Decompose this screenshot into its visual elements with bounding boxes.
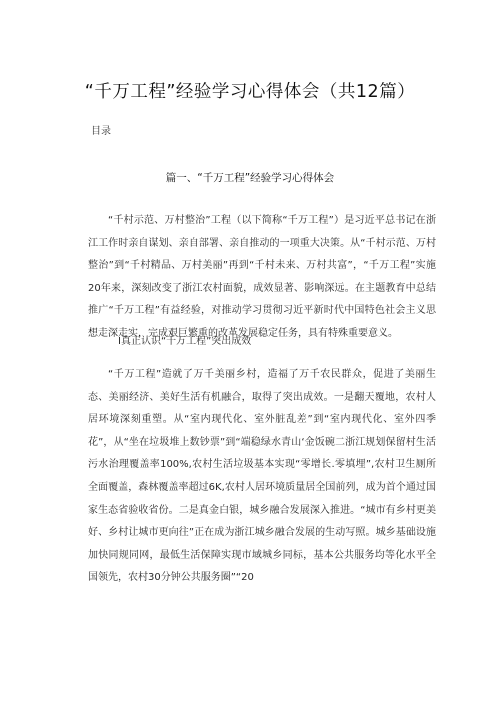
section-title: 篇一、“千万工程”经验学习心得体会 xyxy=(165,172,335,184)
table-of-contents-label: 目录 xyxy=(91,126,111,137)
subheading: I真正认识“千万工程”突出成效 xyxy=(118,336,252,347)
paragraph-intro: “千村示范、万村整治”工程（以下简称“千万工程”）是习近平总书记在浙江工作时亲自谋划、亲自部署、亲自推动的一项重大决策。从“千村示范、万村整治”到“千村精品、万村美丽”再到“千村未来、万村共富”，“千万工程”实施20年来，深刻改变了浙江农村面貌，成效显著、影响深远。在主题教育中总结推广“千万工程”有益经验，对推动学习贯彻习近平新时代中国特色社会主义思想走深走实，完成艰巨繁重的改革发展稳定任务，具有特殊重要意义。 xyxy=(88,215,436,339)
paragraph-achievements: “千万工程”造就了万千美丽乡村，造福了万千农民群众，促进了美丽生态、美丽经济、美好生活有机融合，取得了突出成效。一是翻天覆地，农村人居环境深刻重塑。从“室内现代化、室外脏乱差”到“室内现代化、室外四季花”，从“坐在垃圾堆上数钞票”到“端稳绿水青山‘金饭碗二浙江规划保留村生活污水治理覆盖率100%,农村生活垃圾基本实现“零增长.零填埋”,农村卫生厕所全面覆盖，森林覆盖率超过6K,农村人居环境质量居全国前列，成为首个通过国家生态省验收省份。二是真金白银，城乡融合发展深入推进。“城市有乡村更美好、乡村让城市更向往”正在成为浙江城乡融合发展的生动写照。城乡基础设施加快同规同网，最低生活保障实现市域城乡同标，基本公共服务均等化水平全国领先，农村30分钟公共服务圈”“20 xyxy=(88,369,436,584)
document-title: “千万工程”经验学习心得体会（共12篇） xyxy=(84,82,416,102)
